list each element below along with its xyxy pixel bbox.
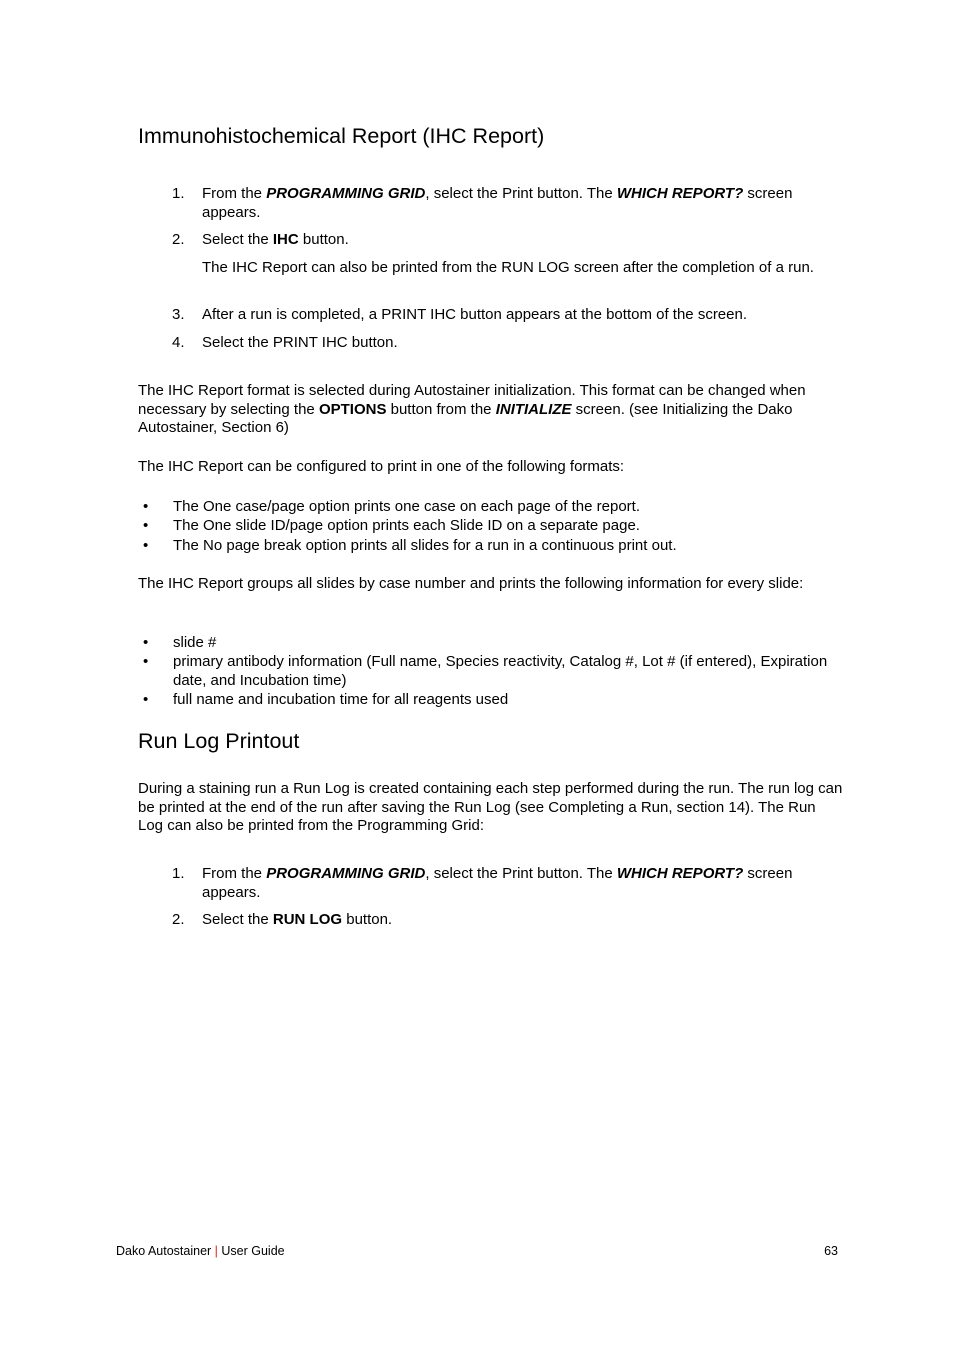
bullet-icon: • [143,653,149,670]
step-note: The IHC Report can also be printed from the RUN LOG screen after the completion of a run. [202,259,814,276]
document-page: Immunohistochemical Report (IHC Report) 1. From the PROGRAMMING GRID, select the Print button. The WHICH REPORT? screen appears. 2. Select the IHC button. The IHC Report can also be printed from the RUN LOG screen after the completion of a run. 3. After a run is completed, a PRINT IHC button appears at the bottom of the screen. 4. Select the PRINT IHC button. The IHC Report format is selected during Autostainer initialization. This format can be changed when necessary by selecting the OPTIONS button from the INITIALIZE screen. (see Initializing the Dako Autostainer, Section 6) The IHC Report can be configured to print in one of the following formats: • The One case/page option prints one case on each page of the report. • The One slide ID/page option prints each Slide ID on a separate page. • The No page break option prints all slides for a run in a continuous print out. The IHC Report groups all slides by case number and prints the following information for every slide: • slide # • primary antibody information (Full name, Species reactivity, Catalog #, Lot # (if entered), Expiration date, and Incubation time) • full name and incubation time for all reagents used Run Log Printout During a staining run a Run Log is created containing each step performed during the run. The run log can be printed at the end of the run after saving the Run Log (see Completing a Run, section 14). The Run Log can also be printed from the Programming Grid: 1. From the PROGRAMMING GRID, select the Print button. The WHICH REPORT? screen appears. 2. Select the RUN LOG button. Dako Autostainer | User Guide 63 [116,124,843,1258]
page-number: 63 [824,1244,838,1258]
footer-title: Dako Autostainer | User Guide [116,1244,285,1258]
footer-separator: | [214,1244,218,1258]
list-number: 2. [172,231,185,248]
bullet-icon: • [143,517,149,534]
list-number: 4. [172,334,185,351]
list-number: 3. [172,306,185,323]
bullet-icon: • [143,691,149,708]
paragraph: During a staining run a Run Log is created containing each step performed during the run. The run log can be printed at the end of the run after saving the Run Log (see Completing a Run, section 14). The Run Log can also be printed from the Programming Grid: [138,780,843,835]
list-text: Select the PRINT IHC button. [202,334,398,351]
list-text: After a run is completed, a PRINT IHC button appears at the bottom of the screen. [202,306,748,323]
paragraph: The IHC Report groups all slides by case number and prints the following information for every slide: [138,575,804,592]
bullet-icon: • [143,537,149,554]
list-text: Select the IHC button. [202,231,349,248]
list-number: 2. [172,911,185,928]
list-text: From the PROGRAMMING GRID, select the Print button. The WHICH REPORT? screen appears. [202,865,793,901]
list-number: 1. [172,865,185,882]
list-text: From the PROGRAMMING GRID, select the Print button. The WHICH REPORT? screen appears. [202,185,793,221]
paragraph: The IHC Report can be configured to print in one of the following formats: [138,458,625,475]
list-number: 1. [172,185,185,202]
section-heading-ihc-report: Immunohistochemical Report (IHC Report) [138,124,545,148]
section-heading-run-log: Run Log Printout [138,729,300,753]
bullet-icon: • [143,498,149,515]
bullet-icon: • [143,634,149,651]
list-text: Select the RUN LOG button. [202,911,393,928]
paragraph: The IHC Report format is selected during Autostainer initialization. This format can be changed when necessary by selecting the OPTIONS button from the INITIALIZE screen. (see Initializing the Dako Autostainer, Section 6) [138,382,806,437]
